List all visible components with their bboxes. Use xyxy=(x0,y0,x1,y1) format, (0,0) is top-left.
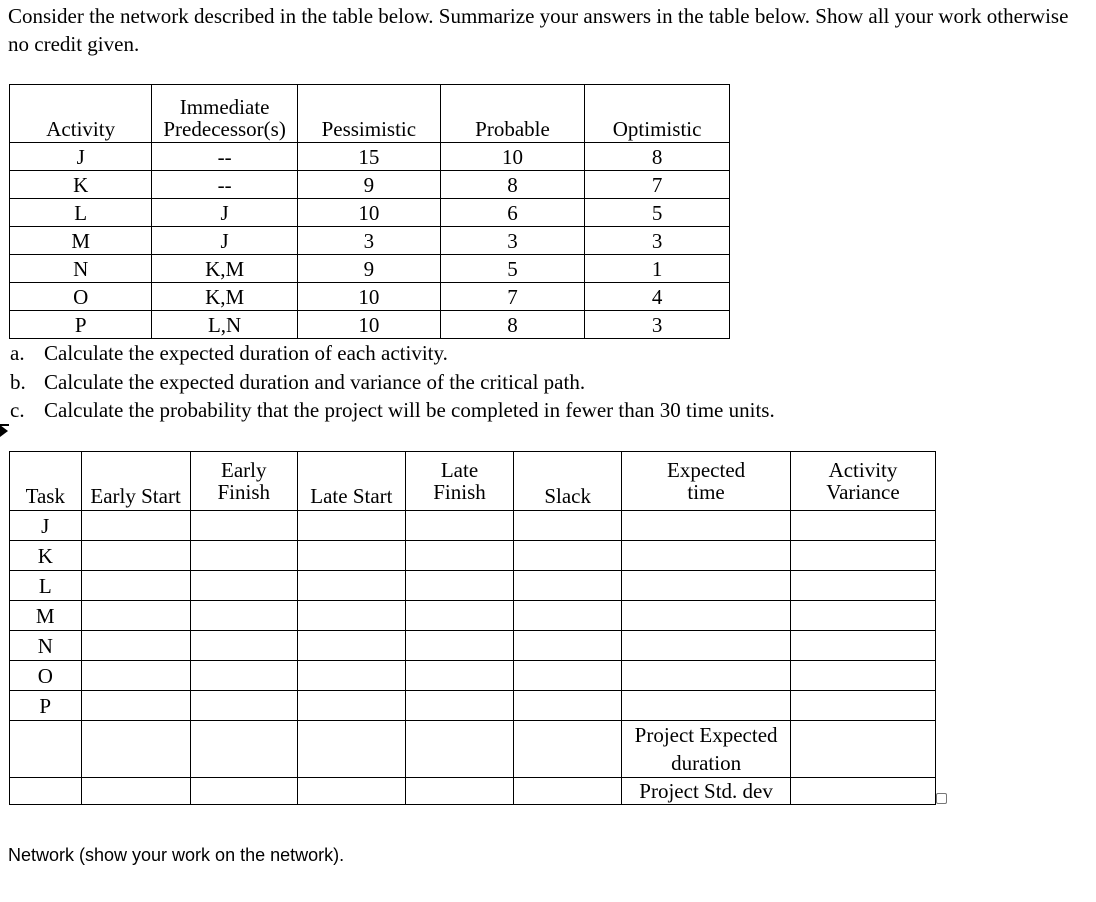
header-optimistic: Optimistic xyxy=(585,85,730,143)
task-row xyxy=(10,661,936,691)
activity-name: J xyxy=(10,143,152,171)
variance-cell[interactable] xyxy=(790,661,935,691)
resize-handle-icon[interactable] xyxy=(936,793,947,804)
header-early-finish xyxy=(190,452,297,511)
activity-row xyxy=(10,283,730,311)
early-finish-cell[interactable] xyxy=(190,571,297,601)
header-predecessors-line1: Immediate xyxy=(179,95,270,119)
activity-predecessor: J xyxy=(152,199,298,227)
late-start-cell[interactable] xyxy=(297,541,405,571)
header-pessimistic: Pessimistic xyxy=(297,85,440,143)
activity-pessimistic: 10 xyxy=(297,199,440,227)
slack-cell[interactable] xyxy=(514,541,622,571)
activity-optimistic: 7 xyxy=(585,171,730,199)
header-early-finish-line2: Finish xyxy=(217,480,271,504)
late-start-cell[interactable] xyxy=(297,631,405,661)
activity-row xyxy=(10,171,730,199)
activity-predecessor: K,M xyxy=(152,283,298,311)
question-item xyxy=(10,396,775,425)
task-name: J xyxy=(10,511,82,541)
blank-cell xyxy=(81,778,190,805)
expected-time-cell[interactable] xyxy=(622,571,791,601)
activity-probable: 10 xyxy=(440,143,584,171)
activity-optimistic: 3 xyxy=(585,227,730,255)
variance-cell[interactable] xyxy=(790,511,935,541)
late-finish-cell[interactable] xyxy=(405,511,513,541)
late-finish-cell[interactable] xyxy=(405,661,513,691)
header-activity: Activity xyxy=(10,85,152,143)
task-row xyxy=(10,541,936,571)
slack-cell[interactable] xyxy=(514,601,622,631)
early-start-cell[interactable] xyxy=(81,601,190,631)
early-finish-cell[interactable] xyxy=(190,511,297,541)
blank-cell xyxy=(405,721,513,778)
activity-predecessor: J xyxy=(152,227,298,255)
network-label: Network (show your work on the network). xyxy=(8,845,345,865)
variance-cell[interactable] xyxy=(790,541,935,571)
early-start-cell[interactable] xyxy=(81,691,190,721)
header-expected-line1: Expected xyxy=(667,458,746,482)
activity-name: M xyxy=(10,227,152,255)
header-late-start: Late Start xyxy=(297,452,405,511)
expected-time-cell[interactable] xyxy=(622,631,791,661)
task-row xyxy=(10,511,936,541)
task-name: K xyxy=(10,541,82,571)
early-start-cell[interactable] xyxy=(81,571,190,601)
expected-time-cell[interactable] xyxy=(622,601,791,631)
header-early-finish-line1: Early xyxy=(221,458,267,482)
early-start-cell[interactable] xyxy=(81,661,190,691)
activity-pessimistic: 9 xyxy=(297,255,440,283)
early-start-cell[interactable] xyxy=(81,541,190,571)
activity-probable: 6 xyxy=(440,199,584,227)
slack-cell[interactable] xyxy=(514,571,622,601)
task-name: N xyxy=(10,631,82,661)
question-label: a. xyxy=(10,341,25,365)
question-text: Calculate the expected duration of each activity. xyxy=(44,341,448,365)
blank-cell xyxy=(514,778,622,805)
late-finish-cell[interactable] xyxy=(405,631,513,661)
expected-time-cell[interactable] xyxy=(622,541,791,571)
question-label: c. xyxy=(10,398,25,422)
question-item xyxy=(10,368,775,397)
blank-cell xyxy=(10,721,82,778)
summary-table-header xyxy=(10,452,936,511)
instructions-text: Consider the network described in the table below. Summarize your answers in the table below. Show all your work otherwise no credit given. xyxy=(8,4,1069,56)
header-variance-line2: Variance xyxy=(826,480,900,504)
blank-cell xyxy=(297,778,405,805)
question-text: Calculate the expected duration and variance of the critical path. xyxy=(44,369,586,394)
task-name: M xyxy=(10,601,82,631)
slack-cell[interactable] xyxy=(514,661,622,691)
slack-cell[interactable] xyxy=(514,511,622,541)
late-start-cell[interactable] xyxy=(297,661,405,691)
activity-row xyxy=(10,227,730,255)
header-predecessors xyxy=(152,85,298,143)
project-expected-line1: Project Expected xyxy=(634,723,778,747)
project-std-row xyxy=(10,778,936,805)
activity-pessimistic: 10 xyxy=(297,311,440,339)
expected-time-cell[interactable] xyxy=(622,691,791,721)
activity-row xyxy=(10,255,730,283)
late-start-cell[interactable] xyxy=(297,571,405,601)
variance-cell[interactable] xyxy=(790,601,935,631)
activity-optimistic: 5 xyxy=(585,199,730,227)
late-finish-cell[interactable] xyxy=(405,571,513,601)
activity-pessimistic: 3 xyxy=(297,227,440,255)
late-start-cell[interactable] xyxy=(297,601,405,631)
early-finish-cell[interactable] xyxy=(190,541,297,571)
activity-name: K xyxy=(10,171,152,199)
project-std-value-cell[interactable] xyxy=(790,778,935,805)
late-finish-cell[interactable] xyxy=(405,601,513,631)
activity-pessimistic: 10 xyxy=(297,283,440,311)
variance-cell[interactable] xyxy=(790,571,935,601)
early-start-cell[interactable] xyxy=(81,631,190,661)
early-start-cell[interactable] xyxy=(81,511,190,541)
activity-probable: 7 xyxy=(440,283,584,311)
header-variance-line1: Activity xyxy=(828,458,898,482)
project-std-label: Project Std. dev xyxy=(622,778,791,805)
cursor-arrow-icon xyxy=(0,425,8,437)
header-late-finish xyxy=(405,452,513,511)
header-activity-variance xyxy=(790,452,935,511)
header-expected-line2: time xyxy=(687,480,725,504)
activity-row xyxy=(10,311,730,339)
early-finish-cell[interactable] xyxy=(190,661,297,691)
activity-optimistic: 3 xyxy=(585,311,730,339)
variance-cell[interactable] xyxy=(790,631,935,661)
task-row xyxy=(10,631,936,661)
activity-optimistic: 1 xyxy=(585,255,730,283)
activity-predecessor: -- xyxy=(152,171,298,199)
blank-cell xyxy=(405,778,513,805)
summary-table[interactable] xyxy=(9,451,936,805)
expected-time-cell[interactable] xyxy=(622,661,791,691)
blank-cell xyxy=(81,721,190,778)
activity-predecessor: -- xyxy=(152,143,298,171)
variance-cell[interactable] xyxy=(790,691,935,721)
activity-probable: 8 xyxy=(440,311,584,339)
activity-optimistic: 8 xyxy=(585,143,730,171)
activity-predecessor: K,M xyxy=(152,255,298,283)
blank-cell xyxy=(297,721,405,778)
activity-name: O xyxy=(10,283,152,311)
task-row xyxy=(10,571,936,601)
activity-table-header xyxy=(10,85,730,143)
activity-name: N xyxy=(10,255,152,283)
activity-table xyxy=(9,84,730,339)
slack-cell[interactable] xyxy=(514,691,622,721)
late-start-cell[interactable] xyxy=(297,691,405,721)
header-predecessors-line2: Predecessor(s) xyxy=(163,117,286,141)
header-task: Task xyxy=(10,452,82,511)
early-finish-cell[interactable] xyxy=(190,601,297,631)
header-late-finish-line1: Late xyxy=(440,458,479,482)
early-finish-cell[interactable] xyxy=(190,691,297,721)
blank-cell xyxy=(190,721,297,778)
header-expected-time xyxy=(622,452,791,511)
early-finish-cell[interactable] xyxy=(190,631,297,661)
task-name: P xyxy=(10,691,82,721)
activity-predecessor: L,N xyxy=(152,311,298,339)
question-label: b. xyxy=(10,369,26,394)
activity-row xyxy=(10,199,730,227)
activity-probable: 8 xyxy=(440,171,584,199)
activity-probable: 3 xyxy=(440,227,584,255)
expected-time-cell[interactable] xyxy=(622,511,791,541)
header-probable: Probable xyxy=(440,85,584,143)
activity-probable: 5 xyxy=(440,255,584,283)
late-start-cell[interactable] xyxy=(297,511,405,541)
task-name: L xyxy=(10,571,82,601)
blank-cell xyxy=(514,721,622,778)
task-name: O xyxy=(10,661,82,691)
question-list xyxy=(10,339,775,425)
task-row xyxy=(10,691,936,721)
question-text: Calculate the probability that the project will be completed in fewer than 30 time units. xyxy=(44,398,775,422)
header-late-finish-line2: Finish xyxy=(433,480,486,504)
project-expected-label xyxy=(622,721,791,778)
task-row xyxy=(10,601,936,631)
header-slack: Slack xyxy=(514,452,622,511)
late-finish-cell[interactable] xyxy=(405,541,513,571)
activity-name: P xyxy=(10,311,152,339)
activity-name: L xyxy=(10,199,152,227)
blank-cell xyxy=(10,778,82,805)
project-expected-row xyxy=(10,721,936,778)
blank-cell xyxy=(190,778,297,805)
slack-cell[interactable] xyxy=(514,631,622,661)
late-finish-cell[interactable] xyxy=(405,691,513,721)
activity-pessimistic: 15 xyxy=(297,143,440,171)
header-early-start: Early Start xyxy=(81,452,190,511)
project-expected-value-cell[interactable] xyxy=(790,721,935,778)
question-item xyxy=(10,339,775,368)
activity-pessimistic: 9 xyxy=(297,171,440,199)
project-expected-line2: duration xyxy=(671,751,742,775)
activity-row xyxy=(10,143,730,171)
activity-optimistic: 4 xyxy=(585,283,730,311)
